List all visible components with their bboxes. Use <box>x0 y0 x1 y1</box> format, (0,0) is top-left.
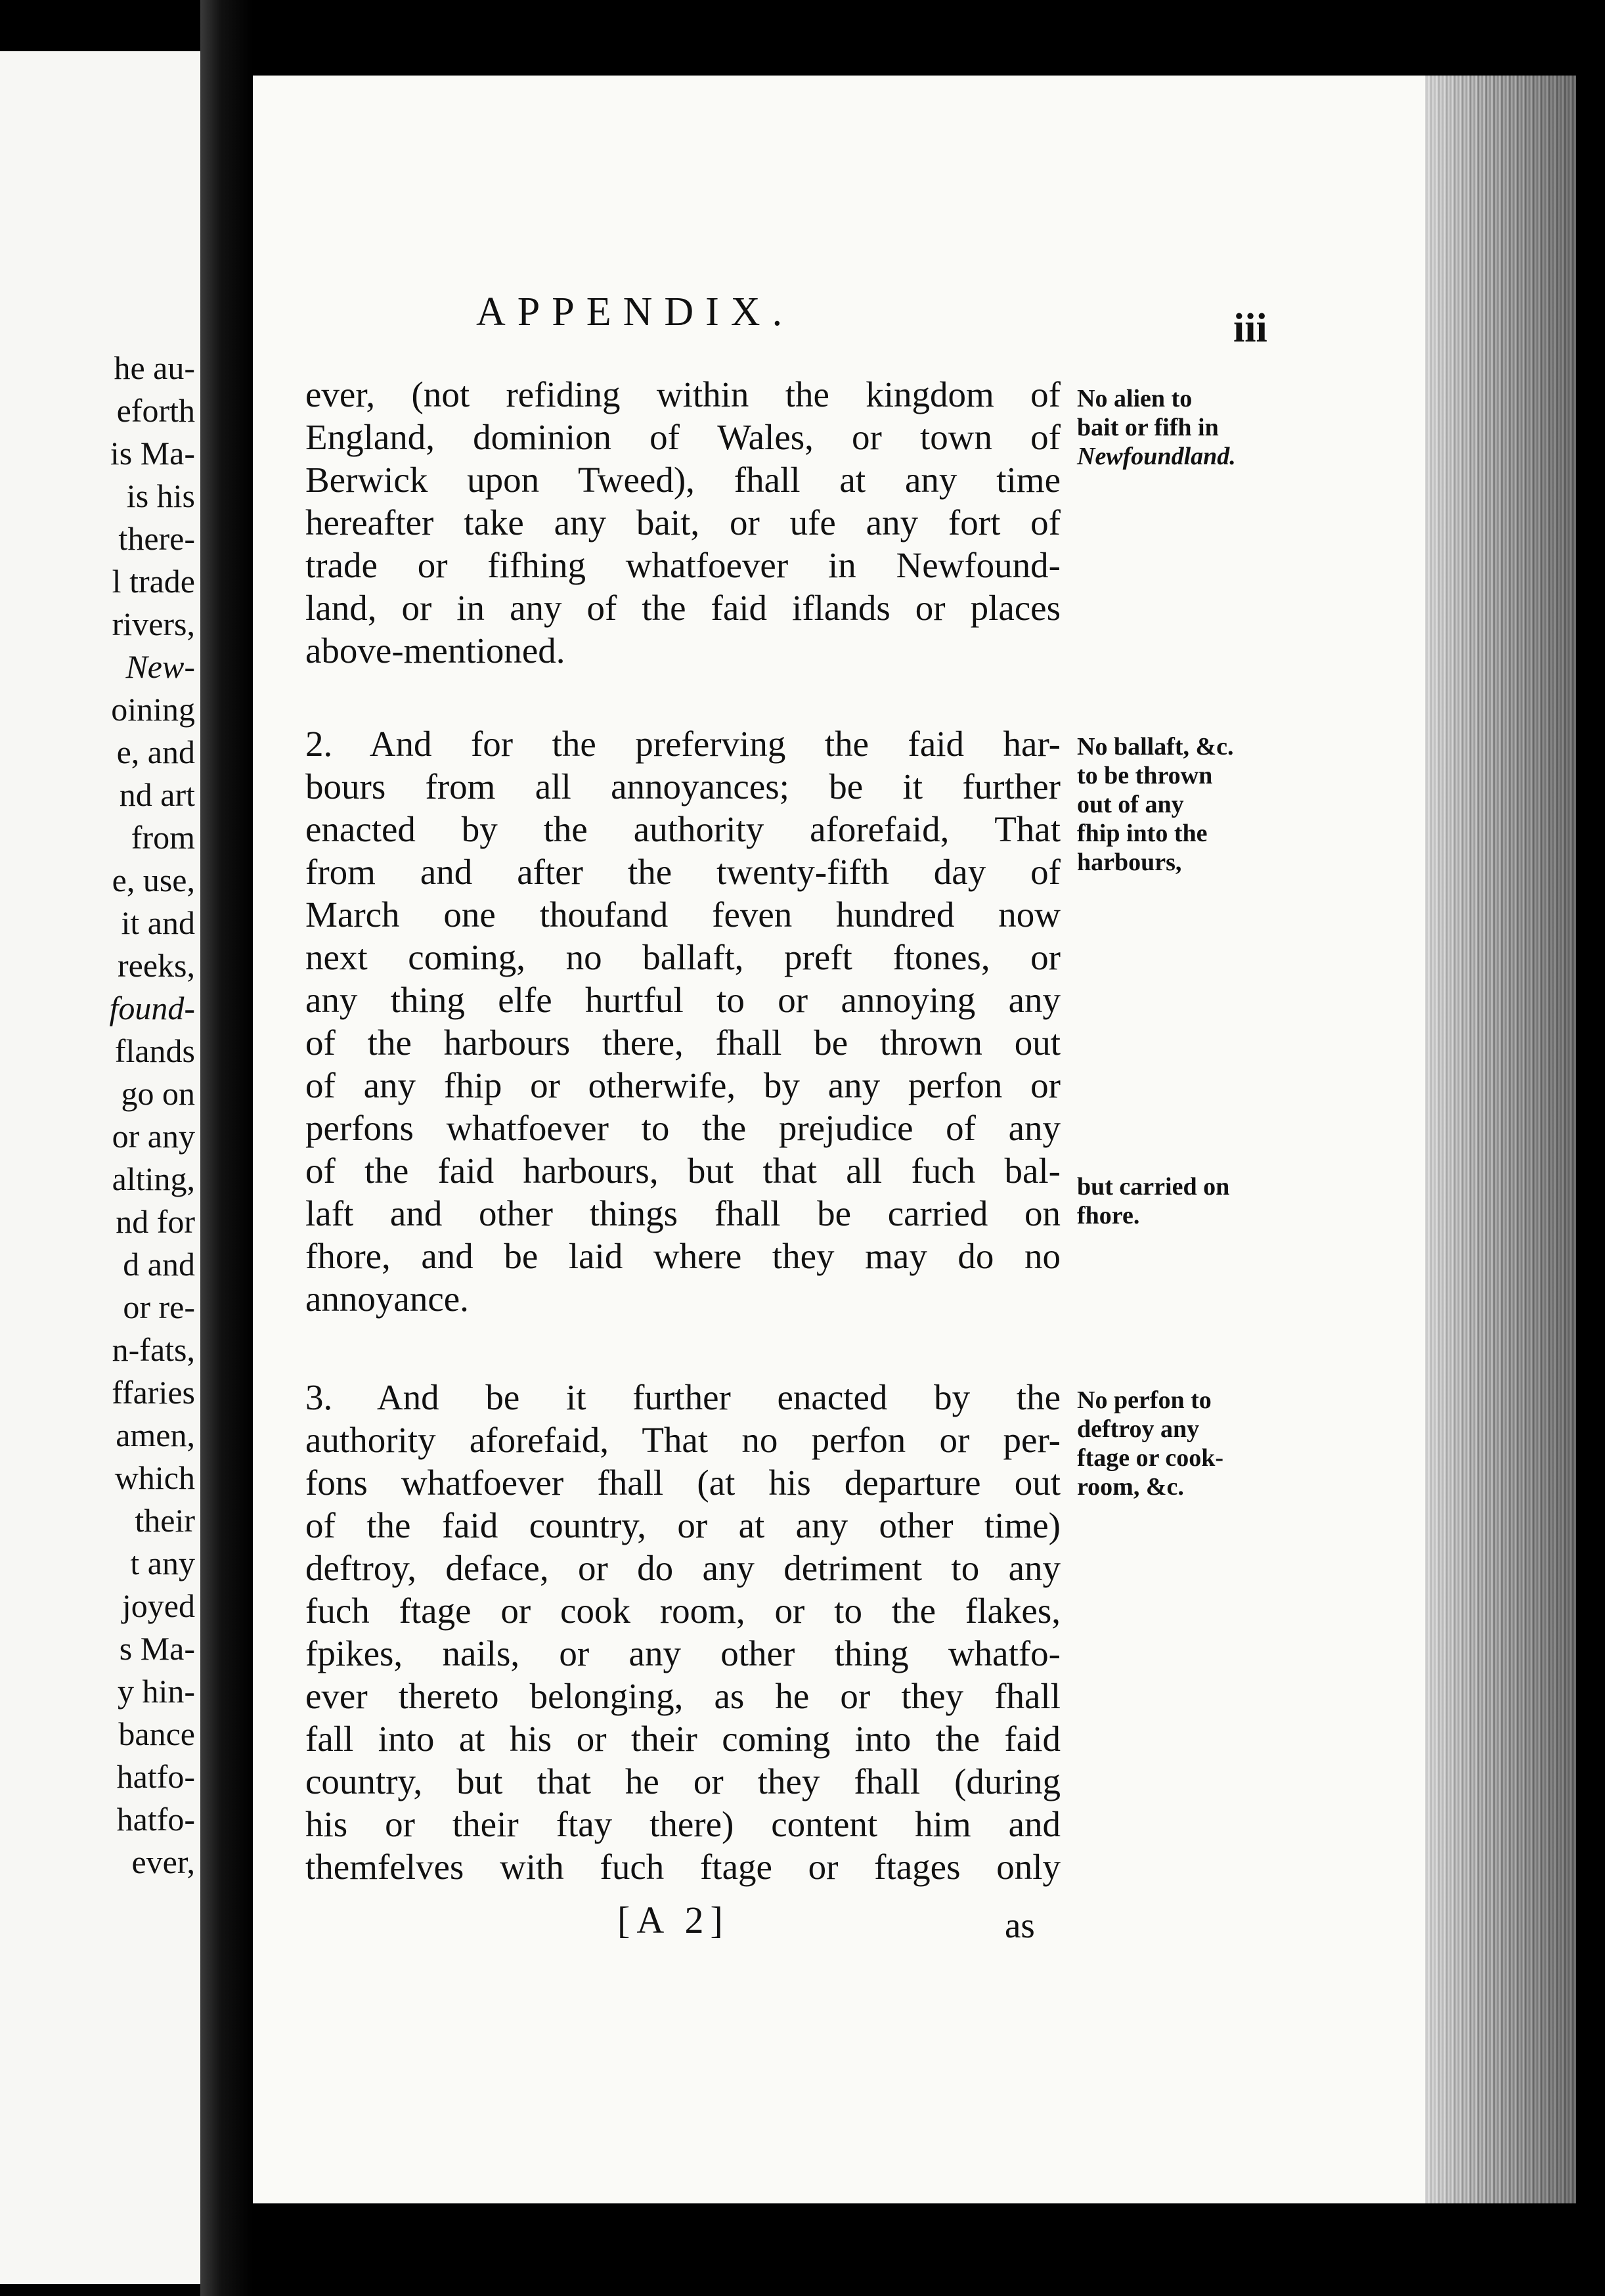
fragment-line: nd art <box>119 776 195 813</box>
fragment-line: or any <box>112 1118 195 1155</box>
fragment-line: he au- <box>114 349 195 386</box>
paragraph-1 <box>305 373 1061 672</box>
margin-note-no-ballast <box>1077 732 1274 877</box>
fragment-line: go on <box>121 1075 195 1112</box>
text-line: hereafter take any bait, or ufe any fort of <box>305 502 1061 542</box>
text-line: authority aforefaid, That no perfon or per- <box>305 1420 1061 1460</box>
fragment-line: s Ma- <box>119 1630 195 1667</box>
text-line: perfons whatfoever to the prejudice of any <box>305 1108 1061 1148</box>
text-line: 3. And be it further enacted by the <box>305 1377 1061 1417</box>
fragment-line: or re- <box>123 1289 195 1325</box>
note-line: bait or fifh in <box>1077 414 1219 441</box>
catchword: as <box>1005 1905 1035 1945</box>
fragment-line: found- <box>109 990 195 1027</box>
fragment-line: is Ma- <box>110 435 195 472</box>
text-line: of any fhip or otherwife, by any perfon or <box>305 1065 1061 1105</box>
text-line: fuch ftage or cook room, or to the flakes, <box>305 1591 1061 1631</box>
text-line: country, but that he or they fhall (during <box>305 1761 1061 1801</box>
fragment-line: there- <box>118 520 195 557</box>
margin-note-no-person <box>1077 1386 1274 1501</box>
note-line: room, &c. <box>1077 1473 1184 1501</box>
fragment-line: it and <box>121 904 195 941</box>
fragment-line: e, and <box>116 734 195 770</box>
fragment-line: t any <box>130 1545 195 1581</box>
text-line: ever thereto belonging, as he or they fhall <box>305 1676 1061 1716</box>
fragment-line: eforth <box>116 392 195 429</box>
fragment-line: which <box>114 1459 195 1496</box>
text-line: March one thoufand feven hundred now <box>305 894 1061 935</box>
fragment-line: is his <box>126 477 195 514</box>
note-line: fhore. <box>1077 1202 1140 1229</box>
fragment-line: reeks, <box>118 947 195 984</box>
fragment-line: alting, <box>112 1160 195 1197</box>
text-line: fall into at his or their coming into the faid <box>305 1719 1061 1759</box>
text-line: England, dominion of Wales, or town of <box>305 417 1061 457</box>
note-line: No alien to <box>1077 385 1193 412</box>
fragment-line: nd for <box>116 1203 195 1240</box>
fragment-line: e, use, <box>112 862 195 898</box>
fragment-line: n-fats, <box>112 1331 195 1368</box>
fragment-line: rivers, <box>112 606 195 642</box>
text-line: land, or in any of the faid iflands or places <box>305 588 1061 628</box>
text-line: of the harbours there, fhall be thrown out <box>305 1023 1061 1063</box>
note-line: No ballaft, &c. <box>1077 733 1234 761</box>
text-line: fhore, and be laid where they may do no <box>305 1236 1061 1276</box>
text-line: 2. And for the preferving the faid har- <box>305 724 1061 764</box>
paragraph-2 <box>305 722 1061 1320</box>
text-line: his or their ftay there) content him and <box>305 1804 1061 1844</box>
fragment-line: bance <box>118 1715 195 1752</box>
note-line: out of any <box>1077 791 1184 818</box>
fragment-line: y hin- <box>117 1673 195 1710</box>
left-page <box>0 51 200 2284</box>
note-line: ftage or cook- <box>1077 1444 1224 1472</box>
fragment-line: oining <box>111 691 195 728</box>
note-line: but carried on <box>1077 1173 1230 1201</box>
fragment-line: hatfo- <box>116 1758 195 1795</box>
note-line: to be thrown <box>1077 762 1213 789</box>
text-line: from and after the twenty-fifth day of <box>305 852 1061 892</box>
text-line: above-mentioned. <box>305 630 565 671</box>
note-line: Newfoundland. <box>1077 443 1236 470</box>
fragment-line: joyed <box>121 1587 195 1624</box>
fragment-line: from <box>131 819 195 856</box>
fragment-line: l trade <box>112 563 195 600</box>
book-gutter <box>200 0 253 2296</box>
fragment-line: hatfo- <box>116 1801 195 1838</box>
text-line: of the faid country, or at any other time) <box>305 1505 1061 1545</box>
margin-note-no-alien <box>1077 384 1274 471</box>
note-line: fhip into the <box>1077 820 1208 847</box>
text-line: annoyance. <box>305 1279 469 1319</box>
text-line: themfelves with fuch ftage or ftages only <box>305 1847 1061 1887</box>
text-line: fons whatfoever fhall (at his departure out <box>305 1463 1061 1503</box>
page-fore-edge-shadow <box>1425 76 1576 2203</box>
text-line: any thing elfe hurtful to or annoying any <box>305 980 1061 1020</box>
fragment-line: ffaries <box>112 1374 195 1411</box>
text-line: trade or fifhing whatfoever in Newfound- <box>305 545 1061 585</box>
fragment-line: d and <box>123 1246 195 1283</box>
text-line: ever, (not refiding within the kingdom of <box>305 374 1061 414</box>
fragment-line: amen, <box>116 1417 195 1453</box>
page-number: iii <box>1233 306 1267 351</box>
text-line: next coming, no ballaft, preft ftones, or <box>305 937 1061 977</box>
text-line: Berwick upon Tweed), fhall at any time <box>305 460 1061 500</box>
text-line: fpikes, nails, or any other thing whatfo- <box>305 1633 1061 1673</box>
running-header: APPENDIX. <box>476 290 795 334</box>
fragment-line: their <box>135 1502 195 1539</box>
paragraph-3 <box>305 1376 1061 1888</box>
note-line: deftroy any <box>1077 1415 1200 1443</box>
text-line: laft and other things fhall be carried on <box>305 1193 1061 1233</box>
note-line: harbours, <box>1077 849 1182 876</box>
text-line: of the faid harbours, but that all fuch bal- <box>305 1151 1061 1191</box>
text-line: bours from all annoyances; be it further <box>305 766 1061 806</box>
text-line: enacted by the authority aforefaid, That <box>305 809 1061 849</box>
margin-note-carried-on-shore <box>1077 1172 1274 1230</box>
note-line: No perfon to <box>1077 1386 1212 1414</box>
text-line: deftroy, deface, or do any detriment to any <box>305 1548 1061 1588</box>
fragment-line: flands <box>114 1032 195 1069</box>
fragment-line: New- <box>125 648 195 685</box>
fragment-line: ever, <box>131 1843 195 1880</box>
signature-mark: [A 2] <box>617 1899 730 1941</box>
